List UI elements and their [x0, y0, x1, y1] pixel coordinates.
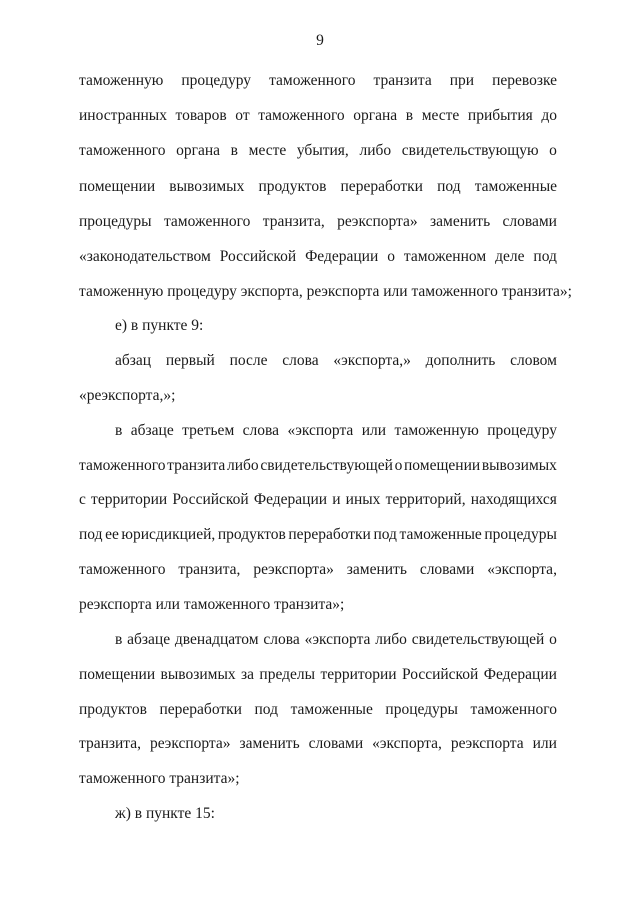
- text-line: ж) в пункте 15:: [115, 805, 215, 822]
- word: территории: [320, 666, 397, 683]
- text-line: «реэкспорта,»;: [79, 387, 176, 404]
- text-line: [79, 700, 557, 720]
- text-line: реэкспорта или таможенного транзита»;: [79, 596, 345, 613]
- word: вывозимых: [169, 178, 245, 195]
- word: транзита,: [79, 735, 142, 752]
- word: таможенные: [290, 701, 373, 718]
- word: таможенную: [394, 422, 479, 439]
- word: таможенную: [79, 72, 164, 89]
- text-line: [115, 351, 557, 371]
- word: вывозимых: [481, 457, 557, 474]
- word: юрисдикцией,: [121, 526, 216, 543]
- word: территорий,: [385, 491, 466, 508]
- word: месте: [248, 142, 287, 159]
- word: убытия,: [296, 142, 349, 159]
- text-line: [79, 665, 557, 685]
- word: таможенного: [79, 142, 166, 159]
- word: о: [549, 631, 557, 648]
- word: «экспорта,»: [333, 352, 411, 369]
- word: после: [229, 352, 268, 369]
- word: либо: [375, 631, 407, 648]
- text-line: [79, 247, 557, 267]
- word: реэкспорта»: [337, 213, 418, 230]
- word: о: [387, 248, 395, 265]
- word: до: [541, 107, 557, 124]
- word: двенадцатом: [174, 631, 259, 648]
- word: «законодательством: [79, 248, 211, 265]
- word: под: [373, 526, 397, 543]
- word: прибытия: [467, 107, 533, 124]
- text-line: [115, 421, 557, 441]
- word: или: [361, 422, 387, 439]
- word: в: [230, 142, 238, 159]
- word: абзаце: [130, 422, 174, 439]
- word: либо: [359, 142, 392, 159]
- text-line: [79, 560, 557, 580]
- text-line: [115, 630, 557, 650]
- word: транзита: [373, 72, 432, 89]
- word: товаров: [175, 107, 227, 124]
- word: словами: [419, 561, 475, 578]
- word: находящихся: [470, 491, 557, 508]
- word: абзаце: [127, 631, 171, 648]
- word: таможенные: [474, 178, 557, 195]
- word: транзита,: [262, 213, 325, 230]
- word: дополнить: [425, 352, 496, 369]
- word: Федерации: [305, 248, 379, 265]
- word: таможенного: [79, 457, 166, 474]
- word: слова: [282, 352, 319, 369]
- word: первый: [165, 352, 215, 369]
- word: заменить: [430, 213, 491, 230]
- word: транзита: [167, 457, 226, 474]
- word: органа: [176, 142, 221, 159]
- word: месте: [421, 107, 460, 124]
- word: помещении: [79, 666, 156, 683]
- word: вывозимых: [160, 666, 236, 683]
- text-line: [79, 141, 557, 161]
- word: деле: [495, 248, 525, 265]
- word: при: [449, 72, 475, 89]
- word: Российской: [401, 666, 479, 683]
- word: под: [79, 526, 103, 543]
- word: с: [79, 491, 86, 508]
- word: таможенные: [399, 526, 482, 543]
- word: словом: [510, 352, 557, 369]
- word: таможенного: [163, 213, 251, 230]
- word: свидетельствующую: [401, 142, 539, 159]
- word: продуктов: [258, 178, 327, 195]
- word: процедуры: [385, 701, 458, 718]
- word: таможенного: [470, 701, 557, 718]
- word: пределы: [259, 666, 316, 683]
- word: за: [241, 666, 255, 683]
- word: процедуры: [484, 526, 557, 543]
- word: под: [254, 701, 279, 718]
- word: «экспорта: [287, 422, 354, 439]
- word: транзита,: [178, 561, 241, 578]
- word: Российской: [172, 491, 249, 508]
- word: иностранных: [79, 107, 167, 124]
- word: процедуру: [181, 72, 252, 89]
- word: иных: [345, 491, 381, 508]
- word: переработки: [159, 701, 242, 718]
- word: процедуры: [79, 213, 152, 230]
- word: органа: [353, 107, 398, 124]
- word: о: [549, 142, 557, 159]
- word: реэкспорта: [450, 735, 524, 752]
- text-line: [79, 525, 557, 545]
- text-line: [79, 212, 557, 232]
- word: слова: [263, 631, 300, 648]
- word: «экспорта: [304, 631, 371, 648]
- word: помещении: [404, 457, 481, 474]
- page-number: 9: [316, 32, 324, 49]
- word: таможенного: [258, 107, 345, 124]
- word: и: [332, 491, 341, 508]
- text-line: [79, 490, 557, 510]
- word: третьем: [182, 422, 235, 439]
- text-line: таможенного транзита»;: [79, 770, 240, 787]
- word: словами: [502, 213, 557, 230]
- word: словами: [308, 735, 364, 752]
- word: от: [235, 107, 250, 124]
- word: либо: [226, 457, 259, 474]
- word: в: [115, 631, 123, 648]
- word: процедуру: [487, 422, 557, 439]
- word: продуктов: [217, 526, 286, 543]
- word: территории: [91, 491, 168, 508]
- word: абзац: [115, 352, 152, 369]
- word: под: [437, 178, 461, 195]
- word: реэкспорта»: [150, 735, 231, 752]
- word: или: [532, 735, 557, 752]
- text-line: [79, 734, 557, 754]
- word: свидетельствующей: [260, 457, 393, 474]
- word: таможенного: [79, 561, 166, 578]
- word: Федерации: [483, 666, 557, 683]
- word: реэкспорта»: [253, 561, 334, 578]
- text-line: [79, 456, 557, 476]
- word: заменить: [346, 561, 407, 578]
- word: таможенного: [269, 72, 356, 89]
- word: переработки: [340, 178, 423, 195]
- word: продуктов: [79, 701, 147, 718]
- word: «экспорта,: [372, 735, 442, 752]
- word: перевозке: [492, 72, 557, 89]
- word: в: [405, 107, 414, 124]
- word: Федерации: [253, 491, 328, 508]
- word: «экспорта,: [487, 561, 557, 578]
- word: ее: [105, 526, 119, 543]
- word: под: [533, 248, 557, 265]
- text-line: таможенную процедуру экспорта, реэкспорта или таможенного транзита»;: [79, 283, 572, 300]
- word: о: [394, 457, 403, 474]
- word: слова: [242, 422, 280, 439]
- word: переработки: [288, 526, 371, 543]
- text-line: [79, 71, 557, 91]
- word: свидетельствующей: [411, 631, 545, 648]
- text-line: е) в пункте 9:: [115, 317, 204, 334]
- word: помещении: [79, 178, 156, 195]
- text-line: [79, 177, 557, 197]
- word: заменить: [239, 735, 300, 752]
- word: Российской: [219, 248, 297, 265]
- text-line: [79, 106, 557, 126]
- word: в: [115, 422, 123, 439]
- word: таможенном: [403, 248, 487, 265]
